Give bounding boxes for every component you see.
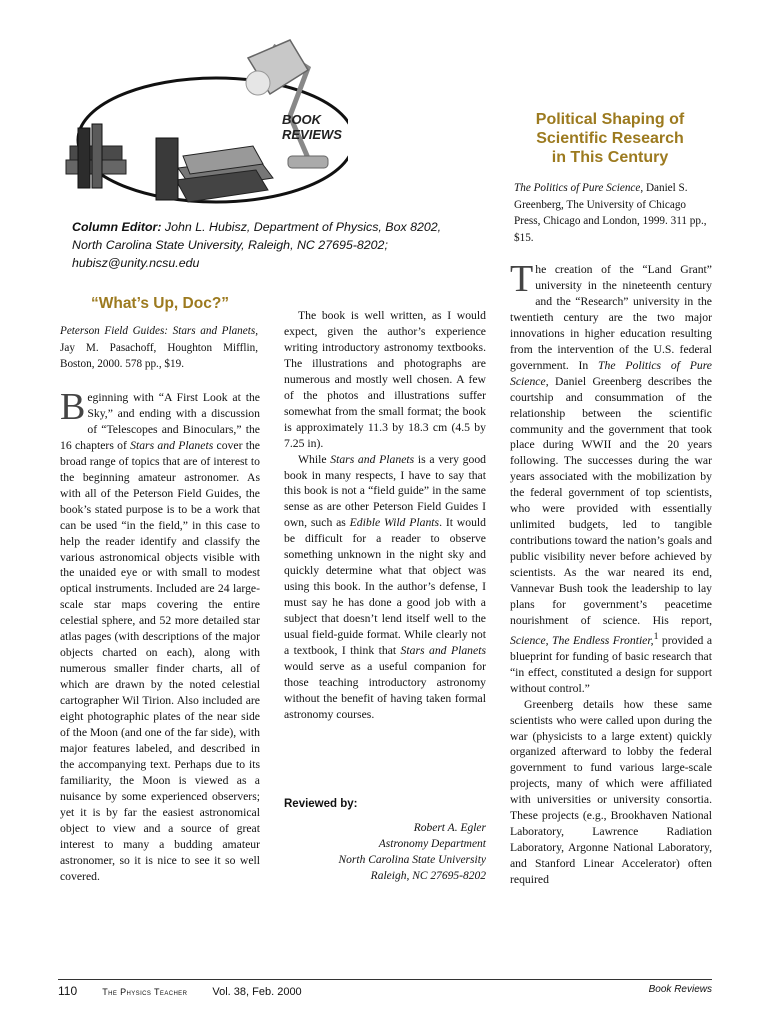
- review1-p3-text-d: would serve as a useful companion for those teaching introductory astronomy without the benefit of having taken formal astronomy courses.: [284, 659, 486, 721]
- review-title-political-shaping: [510, 110, 710, 167]
- footer-section-name: Book Reviews: [648, 984, 712, 995]
- review2-title-line-3: in This Century: [551, 149, 669, 166]
- reviewed-by-label: Reviewed by:: [284, 798, 358, 810]
- review2-p1-text-b: , Daniel Greenberg describes the courtship and consummation of the relationship between the scientific community and the government that took place during WWII and the 20 years following. The successes during the war years associated with the mobilization by the federal government of top scientists, who were provided with essentially unlimited budgets, led to tangible contributions toward the nation’s goals and public visibility never before achieved by scientists. As the war neared its end, Vannevar Bush took the leadership to lay plans for government’s peacetime nourishment of science. His report,: [510, 374, 712, 627]
- issue-info: Vol. 38, Feb. 2000: [212, 986, 302, 998]
- book-reviews-header-graphic: [58, 28, 348, 228]
- footnote-ref-1: 1: [653, 630, 659, 642]
- review2-title-line-2: Scientific Research: [536, 130, 684, 147]
- review1-p1-text-a: eginning with “A First Look at the Sky,” and ending with a discussion of “Telescopes and Binoculars,” the 16 chapters of: [60, 391, 260, 452]
- review1-p3-text-b: is a very good book in many respects, I have to say that this book is not a “field guide” in the same sense as are other Peterson Field Guides I own, such as: [284, 452, 487, 530]
- review1-p1-italic: Stars and Planets: [130, 438, 214, 452]
- reviewer-name: Robert A. Egler: [413, 822, 486, 834]
- badge-line-1: BOOK: [282, 112, 321, 127]
- review2-book-title: The Politics of Pure Science: [514, 182, 641, 194]
- review1-column-1: [60, 386, 260, 885]
- review1-p3-italic-2: Edible Wild Plants: [349, 516, 440, 530]
- reviewer-city: Raleigh, NC 27695-8202: [370, 870, 486, 882]
- review2-citation: [514, 180, 712, 246]
- review1-paragraph-3: [284, 452, 486, 723]
- column-editor-text: John L. Hubisz, Department of Physics, Box 8202, North Carolina State University, Raleigh, NC 27695-8202; hubisz@unity.ncsu.edu: [72, 220, 442, 270]
- review2-book-details: , Daniel S. Greenberg, The University of Chicago Press, Chicago and London, 1999. 311 pp., $15.: [514, 182, 707, 244]
- review2-p1-italic-2: Science, The Endless Frontier,: [510, 633, 654, 647]
- review2-column-3: [510, 258, 713, 888]
- column-editor-label: Column Editor:: [72, 220, 162, 234]
- review1-p3-text-c: . It would be difficult for a reader to observe something unknown in the night sky and quickly determine what that object was using this book. In the author’s defense, I must say he has done a good job with a subject that doesn’t lend itself well to the usual field-guide format. While clearly not a textbook, I think that: [284, 516, 486, 658]
- reviewer-signature: [284, 820, 486, 884]
- reviewer-department: Astronomy Department: [378, 838, 486, 850]
- footer-left: [58, 984, 324, 998]
- review1-p1-text-b: cover the broad range of topics that are of interest to the beginning amateur astronomer. As with all of the Peterson Field Guides, the book’s stated purpose is to be a work that can be used “in the field,” in this case to help the reader identify and classify the various astronomical objects visible with the unaided eye or with small to modest optical instruments. Included are 24 large-scale star maps covering the entire celestial sphere, and 52 more detailed star atlas pages (with descriptions of the major objects charted on each), along with numerous smaller finder charts, all of which are drawn by the noted celestial cartographer Wil Tirion. Also included are eight photographic plates of the near side of the Moon (and one of the far side), with major features labeled, and described in the accompanying text. Perhaps due to its familiarity, the Moon is viewed as a nuisance by some experienced observers; yet it is by far the easiest astronomical object to view and a source of great interest to many a budding amateur astronomer, so it is nice to see it so well covered.: [60, 438, 260, 883]
- review2-dropcap: T: [510, 258, 534, 300]
- review2-p1-italic-1: The Politics of Pure Science: [510, 358, 712, 388]
- review-title-whats-up-doc: “What’s Up, Doc?”: [90, 295, 230, 312]
- review1-p3-italic-1: Stars and Planets: [330, 452, 415, 466]
- review2-p1-text-c: provided a blueprint for funding of basic research that “in effect, constituted a design for support without control.”: [510, 633, 713, 695]
- review2-paragraph-1: [510, 258, 713, 697]
- review1-p3-text-a: While: [298, 452, 331, 466]
- column-editor: [72, 218, 452, 272]
- review1-citation: [60, 323, 258, 373]
- footer-rule: [58, 979, 712, 980]
- book-reviews-badge: [282, 112, 342, 142]
- page-number: 110: [58, 984, 78, 998]
- review2-title-line-1: Political Shaping of: [535, 111, 685, 128]
- badge-line-2: REVIEWS: [282, 127, 342, 142]
- review1-paragraph-2: The book is well written, as I would expect, given the author’s experience writing introductory astronomy textbooks. The illustrations and photographs are numerous and mostly well chosen. A few of the photos and illustrations suffer somewhat from the small format; the book is approximately 11.3 by 18.3 cm (4.5 by 7.25 in).: [284, 309, 486, 450]
- journal-name: The Physics Teacher: [102, 987, 188, 997]
- review1-paragraph-1: [60, 386, 260, 885]
- review1-book-details: Jay M. Pasachoff, Houghton Mifflin, Boston, 2000. 578 pp., $19.: [60, 341, 258, 370]
- review1-p3-italic-3: Stars and Planets: [400, 644, 487, 658]
- review1-dropcap: B: [60, 386, 86, 428]
- review1-column-2: [284, 308, 486, 723]
- review1-book-title: Peterson Field Guides: Stars and Planets,: [60, 325, 258, 337]
- review2-paragraph-2: Greenberg details how these same scientists who were called upon during the war (physicists to a large extent) quickly organized afterward to lobby the federal government to fund various large-scale projects, many of which were affiliated with universities or university consortia. These projects (e.g., Brookhaven National Laboratory, Lawrence Radiation Laboratory, Argonne National Laboratory, and Stanford Linear Accelerator) often required: [510, 697, 712, 887]
- reviewer-university: North Carolina State University: [338, 854, 486, 866]
- review2-p1-text-a: he creation of the “Land Grant” university in the nineteenth century and the “Research” university in the twentieth century are the two major innovations in higher education resulting from the intervention of the U.S. federal government. In: [510, 263, 712, 372]
